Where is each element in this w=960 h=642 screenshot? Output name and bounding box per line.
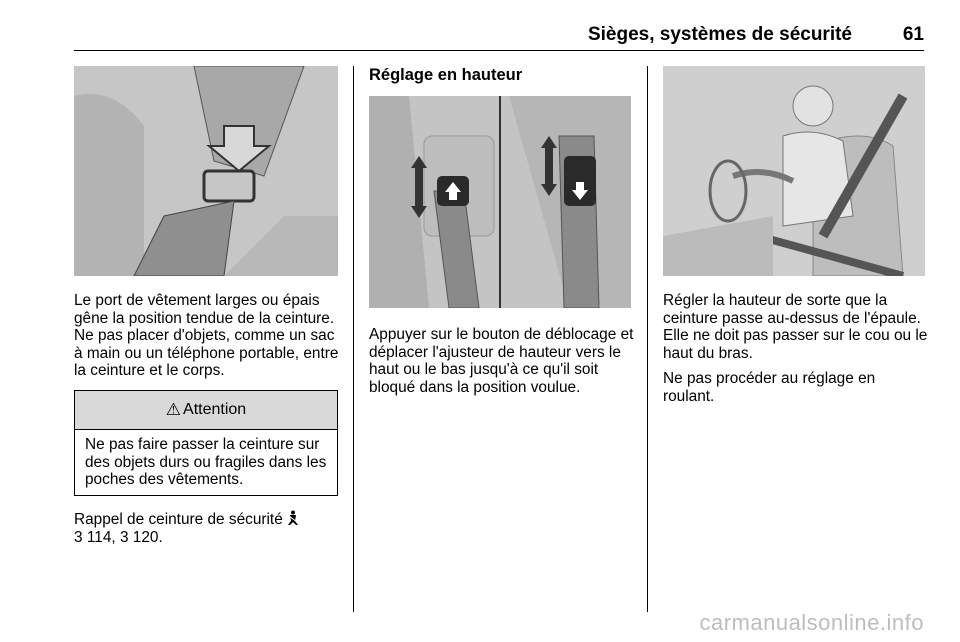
page-ref-link-120[interactable]: 3 120. [119,528,163,546]
page-ref-link-114[interactable]: 3 114, [74,528,116,546]
height-adjuster-illustration [369,96,631,308]
col2-paragraph: Appuyer sur le bouton de déblocage et déplacer l'ajusteur de hauteur vers le haut ou le bas jusqu'à ce qu'il soit bloqué dans la position voulue. [369,326,634,396]
attention-header [75,391,337,430]
col3-paragraph-1: Régler la hauteur de sorte que la ceinture passe au-dessus de l'épaule. Elle ne doit pas passer sur le cou ou le haut du bras. [663,292,928,362]
col1-paragraph: Le port de vêtement larges ou épais gêne la position tendue de la ceinture. Ne pas placer d'objets, comme un sac à main ou un téléphone portable, entre la ceinture et le corps. [74,292,339,379]
seatbelt-buckle-illustration [74,66,338,276]
section-heading: Réglage en hauteur [369,66,523,84]
header-rule [74,50,924,51]
seatbelt-reminder-icon [287,511,299,528]
seated-woman-seatbelt-illustration [663,66,925,276]
seatbelt-reminder-text [74,510,338,546]
col3-paragraph-2: Ne pas procéder au réglage en roulant. [663,370,876,405]
attention-body: Ne pas faire passer la ceinture sur des objets durs ou fragiles dans les poches des vêtements. [85,436,327,488]
page-number: 61 [902,24,924,45]
column-divider-1 [353,66,354,612]
page-header-title: Sièges, systèmes de sécurité [587,24,852,45]
warning-triangle-icon: ⚠ [165,400,182,419]
column-divider-2 [647,66,648,612]
attention-title: Attention [183,401,247,418]
reminder-label: Rappel de ceinture de sécurité [74,511,283,528]
attention-box [74,390,338,496]
watermark: carmanualsonline.info [699,610,924,635]
ref-arrow-icon: 3 [119,528,129,546]
ref-arrow-icon: 3 [74,528,83,546]
